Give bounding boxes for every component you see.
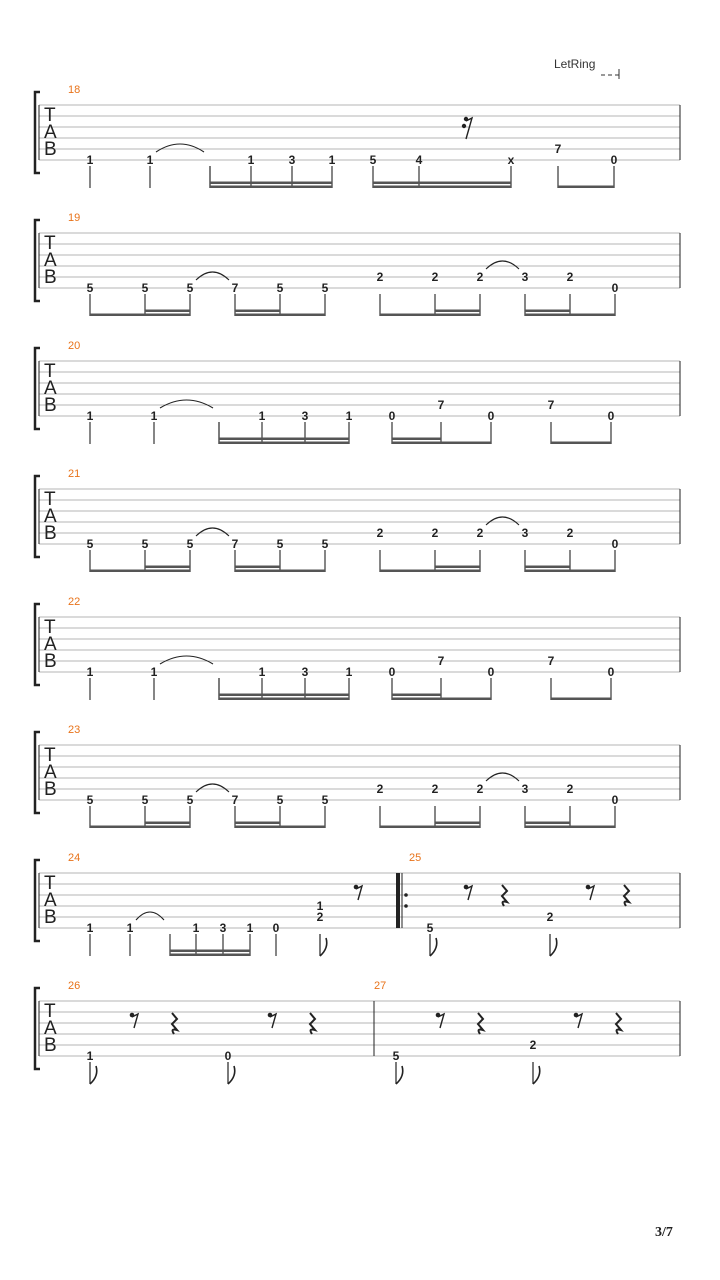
tab-clef-letter: B (44, 523, 57, 544)
fret-number: 2 (476, 782, 484, 796)
fret-number: 5 (321, 793, 329, 807)
eighth-flag (430, 938, 437, 956)
beam-secondary (525, 310, 570, 313)
tie (136, 912, 164, 920)
let-ring-label: LetRing (554, 57, 596, 71)
fret-number: 5 (276, 537, 284, 551)
eighth-rest (574, 1013, 582, 1028)
fret-number: 1 (86, 1049, 94, 1063)
fret-number: 2 (476, 526, 484, 540)
fret-number: 1 (247, 153, 255, 167)
beam (525, 570, 615, 573)
tie (486, 773, 519, 781)
beam-secondary (145, 310, 190, 313)
tab-system (35, 468, 680, 572)
fret-number: 2 (476, 270, 484, 284)
beam-secondary (235, 566, 280, 569)
beam (235, 826, 325, 829)
fret-number: 1 (345, 665, 353, 679)
fret-number: 1 (246, 921, 254, 935)
eighth-rest (268, 1013, 276, 1028)
fret-number: 2 (431, 782, 439, 796)
fret-number: 2 (316, 910, 324, 924)
fret-number: 7 (231, 281, 239, 295)
eighth-flag (396, 1066, 403, 1084)
beam-secondary (145, 566, 190, 569)
fret-number: 2 (546, 910, 554, 924)
fret-number: 2 (431, 270, 439, 284)
beam (235, 570, 325, 573)
repeat-dot (404, 893, 408, 897)
fret-number: 1 (258, 665, 266, 679)
fret-number: 3 (521, 526, 529, 540)
fret-number: 1 (258, 409, 266, 423)
fret-number: 4 (415, 153, 423, 167)
repeat-barline-thick (396, 873, 400, 928)
fret-number: 5 (276, 793, 284, 807)
fret-number: 5 (321, 537, 329, 551)
fret-number: 3 (521, 270, 529, 284)
fret-number: 0 (607, 665, 615, 679)
tab-clef-letter: A (44, 506, 57, 527)
fret-number: 1 (146, 153, 154, 167)
measure-number: 23 (68, 724, 81, 736)
fret-number: 3 (301, 409, 309, 423)
repeat-dot (404, 904, 408, 908)
eighth-flag (320, 938, 327, 956)
tab-clef-letter: B (44, 139, 57, 160)
beam-secondary (219, 438, 349, 441)
beam (558, 186, 614, 189)
beam (219, 442, 349, 445)
fret-number: 7 (437, 654, 445, 668)
fret-number: 3 (301, 665, 309, 679)
tab-system (35, 84, 680, 188)
beam (90, 570, 190, 573)
tie (160, 656, 213, 664)
fret-number: 5 (86, 537, 94, 551)
tie (196, 528, 229, 536)
measure-number: 18 (68, 84, 81, 96)
fret-number: 0 (224, 1049, 232, 1063)
fret-number: 3 (288, 153, 296, 167)
tab-clef-letter: B (44, 1035, 57, 1056)
tab-clef-letter: A (44, 634, 57, 655)
tab-clef-letter: A (44, 1018, 57, 1039)
fret-number: x (507, 153, 515, 167)
fret-number: 0 (388, 409, 396, 423)
beam (392, 442, 491, 445)
tab-clef-letter: T (44, 617, 56, 638)
tab-clef-letter: A (44, 122, 57, 143)
tie (486, 517, 519, 525)
fret-number: 1 (86, 153, 94, 167)
tab-clef-letter: T (44, 745, 56, 766)
fret-number: 2 (566, 526, 574, 540)
tab-system (35, 596, 680, 700)
beam-secondary (435, 822, 480, 825)
beam-secondary (525, 566, 570, 569)
fret-number: 3 (521, 782, 529, 796)
tie (156, 144, 204, 152)
fret-number: 1 (86, 921, 94, 935)
fret-number: 2 (529, 1038, 537, 1052)
fret-number: 5 (276, 281, 284, 295)
tab-system (35, 340, 680, 444)
fret-number: 0 (611, 793, 619, 807)
beam-secondary (145, 822, 190, 825)
tab-clef-letter: T (44, 489, 56, 510)
beam-secondary (435, 310, 480, 313)
tab-clef-letter: B (44, 395, 57, 416)
tab-clef-letter: B (44, 267, 57, 288)
eighth-rest (354, 885, 362, 900)
beam (380, 826, 480, 829)
eighth-flag (228, 1066, 235, 1084)
fret-number: 1 (126, 921, 134, 935)
fret-number: 0 (607, 409, 615, 423)
fret-number: 0 (272, 921, 280, 935)
fret-number: 0 (388, 665, 396, 679)
tab-system (35, 852, 680, 956)
fret-number: 1 (86, 665, 94, 679)
tab-clef-letter: T (44, 361, 56, 382)
fret-number: 5 (86, 793, 94, 807)
eighth-rest (130, 1013, 138, 1028)
beam (525, 826, 615, 829)
measure-number: 26 (68, 980, 81, 992)
beam (392, 698, 491, 701)
fret-number: 7 (547, 398, 555, 412)
beam-secondary (210, 182, 332, 185)
tab-clef-letter: A (44, 762, 57, 783)
tie (160, 400, 213, 408)
fret-number: 0 (611, 537, 619, 551)
fret-number: 0 (611, 281, 619, 295)
beam (219, 698, 349, 701)
eighth-rest (464, 885, 472, 900)
systems-layer (35, 84, 680, 1084)
fret-number: 1 (150, 665, 158, 679)
fret-number: 7 (231, 537, 239, 551)
measure-number: 24 (68, 852, 81, 864)
fret-number: 2 (376, 526, 384, 540)
beam (525, 314, 615, 317)
beam-secondary (235, 822, 280, 825)
fret-number: 1 (345, 409, 353, 423)
measure-number: 27 (374, 980, 387, 992)
beam-secondary (392, 438, 441, 441)
tab-clef-letter: B (44, 779, 57, 800)
fret-number: 5 (86, 281, 94, 295)
tie (196, 784, 229, 792)
beam (90, 826, 190, 829)
tab-system (35, 212, 680, 316)
beam-secondary (435, 566, 480, 569)
measure-number: 19 (68, 212, 81, 224)
fret-number: 1 (150, 409, 158, 423)
fret-number: 1 (86, 409, 94, 423)
tie (486, 261, 519, 269)
beam-secondary (525, 822, 570, 825)
beam (235, 314, 325, 317)
tab-clef-letter: B (44, 651, 57, 672)
beam-secondary (219, 694, 349, 697)
fret-number: 0 (487, 409, 495, 423)
beam (380, 314, 480, 317)
fret-number: 2 (431, 526, 439, 540)
eighth-rest (436, 1013, 444, 1028)
beam (170, 954, 250, 957)
fret-number: 1 (328, 153, 336, 167)
fret-number: 1 (192, 921, 200, 935)
fret-number: 0 (487, 665, 495, 679)
tab-clef-letter: A (44, 890, 57, 911)
eighth-flag (533, 1066, 540, 1084)
beam (373, 186, 511, 189)
page-number: 3/7 (655, 1225, 673, 1240)
tab-clef-letter: A (44, 250, 57, 271)
fret-number: 5 (141, 793, 149, 807)
let-ring-marker (554, 57, 619, 79)
fret-number: 2 (376, 782, 384, 796)
fret-number: 5 (141, 537, 149, 551)
fret-number: 5 (392, 1049, 400, 1063)
tab-clef-letter: B (44, 907, 57, 928)
fret-number: 0 (610, 153, 618, 167)
fret-number: 2 (376, 270, 384, 284)
beam (380, 570, 480, 573)
fret-number: 7 (547, 654, 555, 668)
fret-number: 5 (186, 537, 194, 551)
tab-clef-letter: A (44, 378, 57, 399)
fret-number: 5 (369, 153, 377, 167)
fret-number: 2 (566, 270, 574, 284)
tab-clef-letter: T (44, 873, 56, 894)
tab-clef-letter: T (44, 1001, 56, 1022)
fret-number: 2 (566, 782, 574, 796)
tab-system (35, 980, 680, 1084)
beam-secondary (235, 310, 280, 313)
eighth-rest (586, 885, 594, 900)
measure-number: 22 (68, 596, 81, 608)
tab-system (35, 724, 680, 828)
beam-secondary (392, 694, 441, 697)
measure-number: 20 (68, 340, 81, 352)
beam-secondary (170, 950, 250, 953)
fret-number: 3 (219, 921, 227, 935)
measure-number: 25 (409, 852, 422, 864)
fret-number: 5 (186, 793, 194, 807)
beam (551, 442, 611, 445)
eighth-flag (550, 938, 557, 956)
fret-number: 5 (426, 921, 434, 935)
tab-clef-letter: T (44, 233, 56, 254)
eighth-flag (90, 1066, 97, 1084)
fret-number: 7 (554, 142, 562, 156)
fret-number: 7 (437, 398, 445, 412)
beam (551, 698, 611, 701)
sixteenth-rest (462, 117, 472, 139)
beam (90, 314, 190, 317)
fret-number: 5 (141, 281, 149, 295)
measure-number: 21 (68, 468, 81, 480)
fret-number: 1 (316, 899, 324, 913)
fret-number: 7 (231, 793, 239, 807)
fret-number: 5 (186, 281, 194, 295)
tab-clef-letter: T (44, 105, 56, 126)
beam (210, 186, 332, 189)
beam-secondary (373, 182, 511, 185)
fret-number: 5 (321, 281, 329, 295)
tie (196, 272, 229, 280)
